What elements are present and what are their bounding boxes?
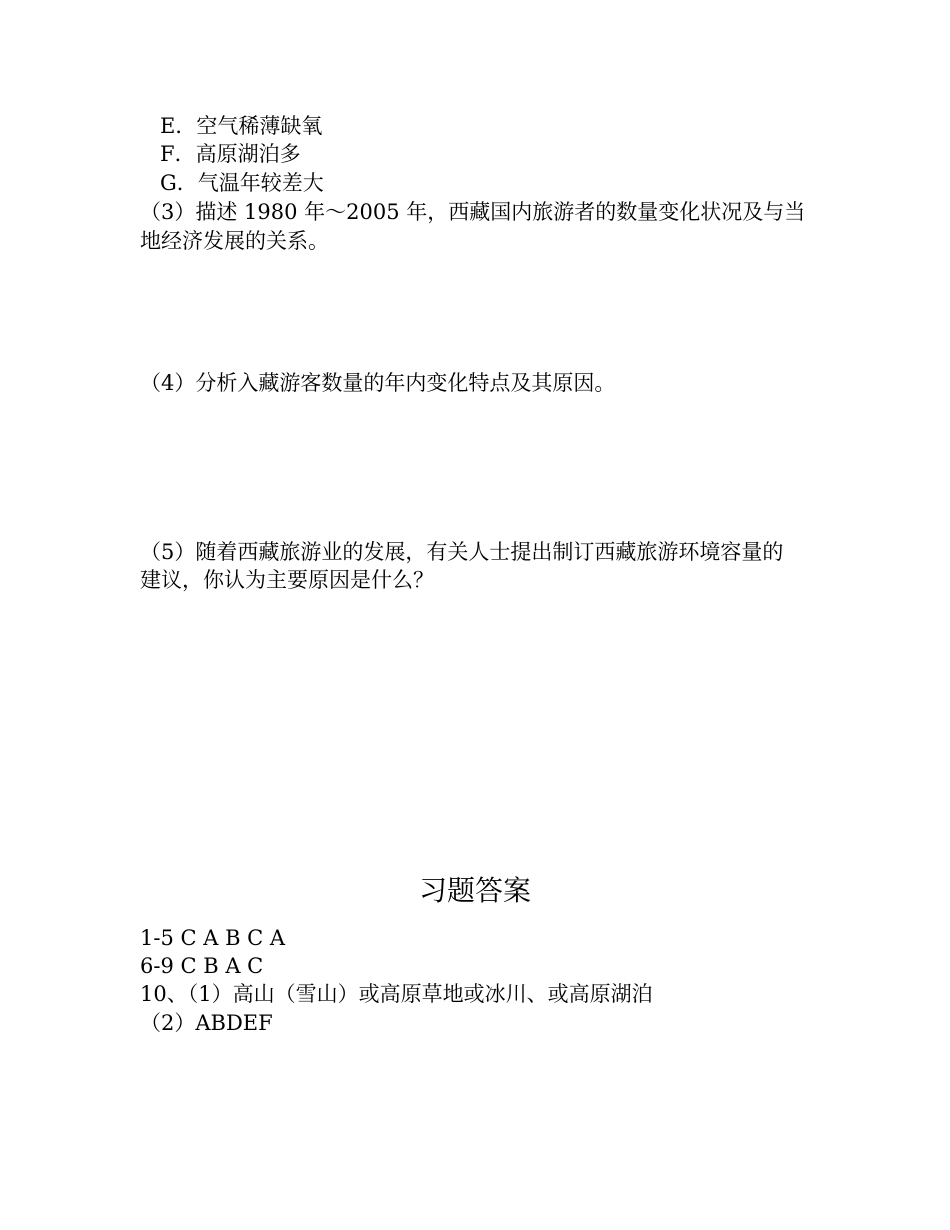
option-f: F．高原湖泊多 (160, 142, 301, 166)
question-5-line-2: 建议，你认为主要原因是什么？ (140, 568, 434, 592)
answer-line-3: 10、（1）高山（雪山）或高原草地或冰川、或高原湖泊 (140, 982, 653, 1006)
answers-heading: 习题答案 (418, 874, 531, 907)
answer-line-4: （2）ABDEF (140, 1011, 273, 1035)
answer-line-1: 1-5 C A B C A (140, 926, 286, 950)
question-3-line-2: 地经济发展的关系。 (140, 229, 329, 253)
option-g: G．气温年较差大 (160, 171, 324, 195)
question-4-line-1: （4）分析入藏游客数量的年内变化特点及其原因。 (140, 371, 616, 395)
question-3-line-1: （3）描述 1980 年～2005 年，西藏国内旅游者的数量变化状况及与当 (140, 200, 806, 224)
answer-line-2: 6-9 C B A C (140, 954, 264, 978)
question-5-line-1: （5）随着西藏旅游业的发展，有关人士提出制订西藏旅游环境容量的 (140, 540, 784, 564)
option-e: E．空气稀薄缺氧 (160, 114, 323, 138)
